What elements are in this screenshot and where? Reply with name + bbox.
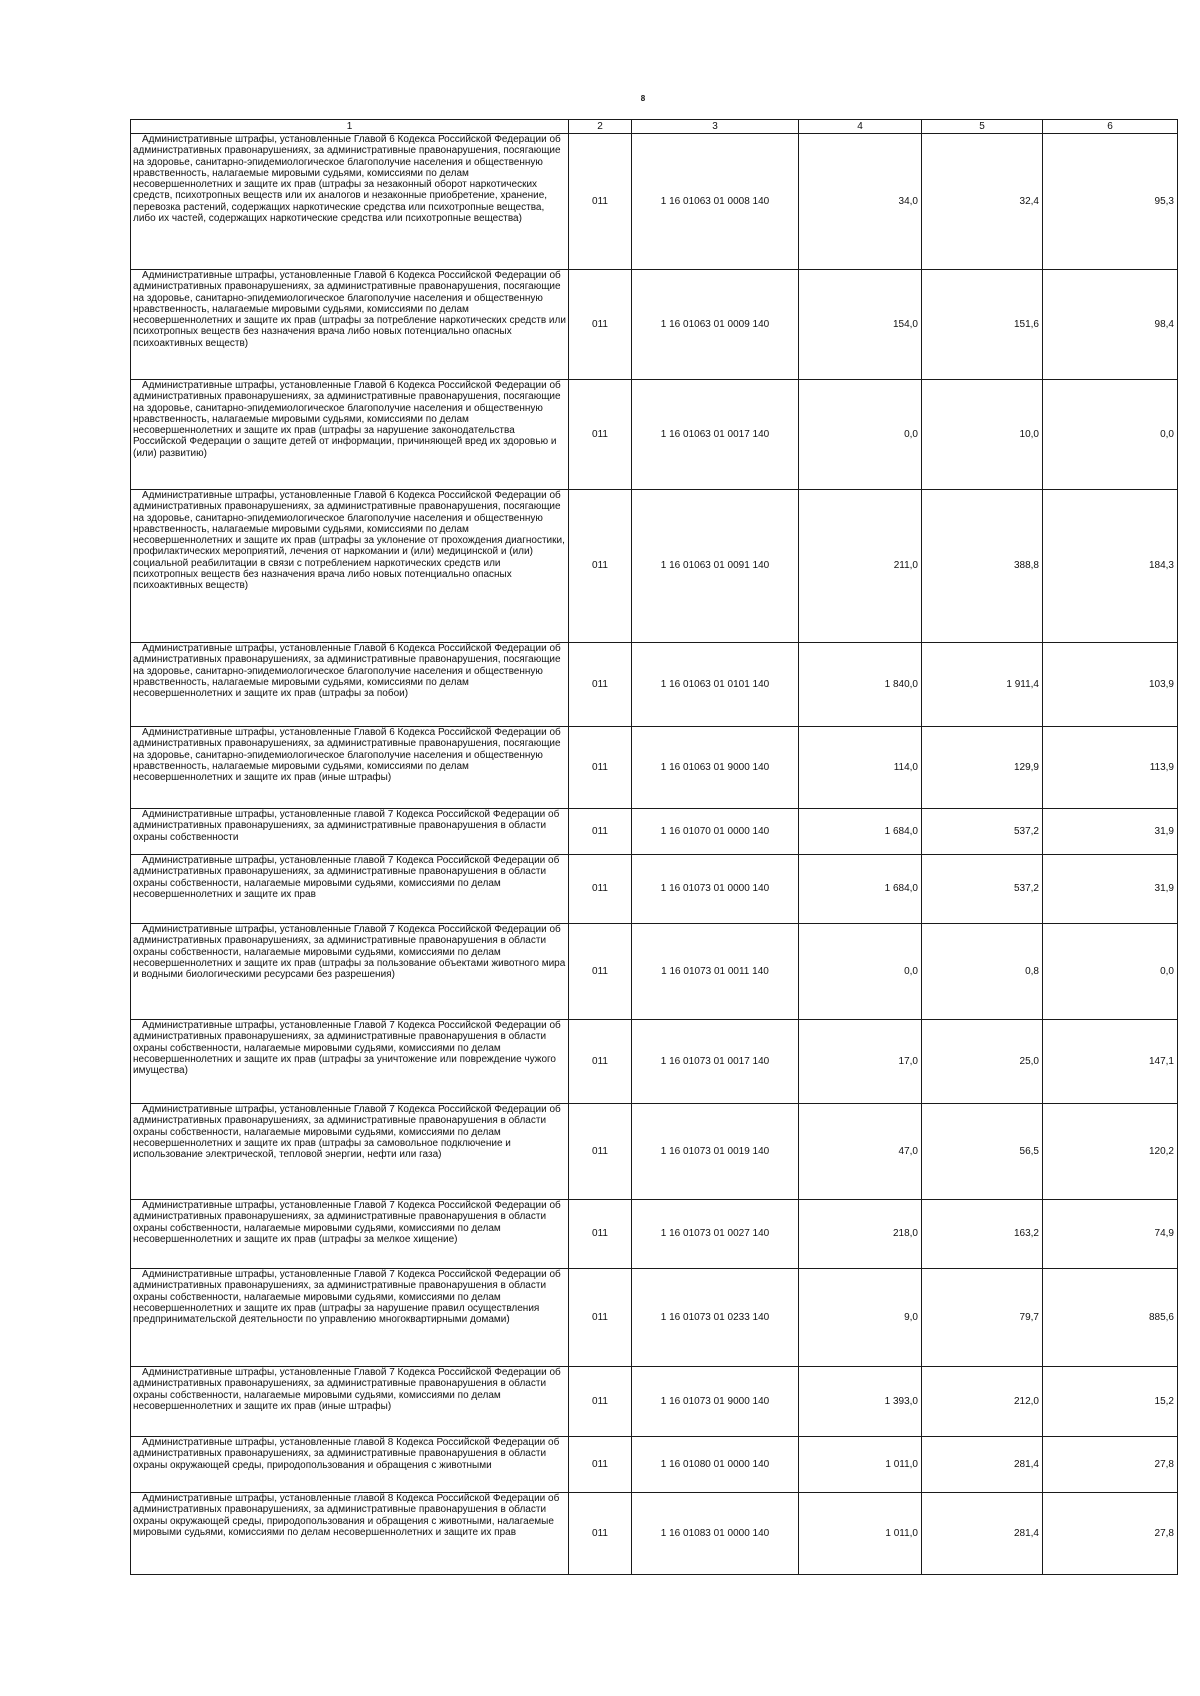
- row-admin-code: 011: [569, 490, 632, 643]
- row-description: Административные штрафы, установленные Главой 7 Кодекса Российской Федерации об административных правонарушениях, за административные правонарушения в области охраны собственности, налагаемые мировыми судьями, комиссиями по делам несовершеннолетних и защите их прав (иные штрафы): [131, 1367, 569, 1437]
- row-budget-code: 1 16 01073 01 0233 140: [632, 1269, 799, 1367]
- row-value-col4: 154,0: [799, 270, 922, 380]
- row-description: Административные штрафы, установленные главой 8 Кодекса Российской Федерации об административных правонарушениях, за административные правонарушения в области охраны окружающей среды, природопользования и обращения с животными: [131, 1437, 569, 1493]
- row-value-col5: 10,0: [922, 380, 1043, 490]
- column-header: 5: [922, 120, 1043, 134]
- row-admin-code: 011: [569, 1104, 632, 1200]
- row-admin-code: 011: [569, 380, 632, 490]
- row-budget-code: 1 16 01073 01 0000 140: [632, 855, 799, 924]
- row-value-col6: 0,0: [1043, 380, 1178, 490]
- table-row: [131, 1367, 1178, 1437]
- row-value-col4: 114,0: [799, 727, 922, 809]
- row-value-col6: 184,3: [1043, 490, 1178, 643]
- table-row: [131, 855, 1178, 924]
- row-value-col6: 31,9: [1043, 809, 1178, 855]
- row-budget-code: 1 16 01073 01 0017 140: [632, 1020, 799, 1104]
- row-value-col5: 281,4: [922, 1493, 1043, 1575]
- row-value-col5: 537,2: [922, 855, 1043, 924]
- table-row: [131, 727, 1178, 809]
- row-budget-code: 1 16 01063 01 0017 140: [632, 380, 799, 490]
- row-value-col5: 0,8: [922, 924, 1043, 1020]
- page-number: 8: [640, 94, 646, 103]
- row-value-col5: 56,5: [922, 1104, 1043, 1200]
- row-value-col4: 1 684,0: [799, 855, 922, 924]
- row-value-col6: 27,8: [1043, 1493, 1178, 1575]
- table-row: [131, 270, 1178, 380]
- table-row: [131, 1200, 1178, 1269]
- row-admin-code: 011: [569, 1437, 632, 1493]
- row-value-col5: 163,2: [922, 1200, 1043, 1269]
- row-description: Административные штрафы, установленные Главой 6 Кодекса Российской Федерации об административных правонарушениях, за административные правонарушения, посягающие на здоровье, санитарно-эпидемиологическое благополучие населения и общественную нравственность, налагаемые мировыми судьями, комиссиями по делам несовершеннолетних и защите их прав (иные штрафы): [131, 727, 569, 809]
- row-budget-code: 1 16 01073 01 0019 140: [632, 1104, 799, 1200]
- table-row: [131, 924, 1178, 1020]
- row-value-col4: 1 393,0: [799, 1367, 922, 1437]
- row-description: Административные штрафы, установленные главой 7 Кодекса Российской Федерации об административных правонарушениях, за административные правонарушения в области охраны собственности: [131, 809, 569, 855]
- row-value-col4: 1 011,0: [799, 1437, 922, 1493]
- row-value-col6: 98,4: [1043, 270, 1178, 380]
- row-value-col5: 281,4: [922, 1437, 1043, 1493]
- table-row: [131, 1437, 1178, 1493]
- row-description: Административные штрафы, установленные главой 7 Кодекса Российской Федерации об административных правонарушениях, за административные правонарушения в области охраны собственности, налагаемые мировыми судьями, комиссиями по делам несовершеннолетних и защите их прав: [131, 855, 569, 924]
- row-budget-code: 1 16 01083 01 0000 140: [632, 1493, 799, 1575]
- table-row: [131, 1269, 1178, 1367]
- row-budget-code: 1 16 01063 01 9000 140: [632, 727, 799, 809]
- table-row: [131, 380, 1178, 490]
- table-row: [131, 490, 1178, 643]
- column-header: 6: [1043, 120, 1178, 134]
- row-budget-code: 1 16 01063 01 0008 140: [632, 134, 799, 270]
- row-admin-code: 011: [569, 1020, 632, 1104]
- row-value-col4: 47,0: [799, 1104, 922, 1200]
- column-header: 3: [632, 120, 799, 134]
- table-row: [131, 1104, 1178, 1200]
- row-value-col5: 388,8: [922, 490, 1043, 643]
- row-value-col4: 9,0: [799, 1269, 922, 1367]
- row-budget-code: 1 16 01070 01 0000 140: [632, 809, 799, 855]
- row-budget-code: 1 16 01063 01 0091 140: [632, 490, 799, 643]
- row-value-col5: 79,7: [922, 1269, 1043, 1367]
- row-description: Административные штрафы, установленные Главой 7 Кодекса Российской Федерации об административных правонарушениях, за административные правонарушения в области охраны собственности, налагаемые мировыми судьями, комиссиями по делам несовершеннолетних и защите их прав (штрафы за мелкое хищение): [131, 1200, 569, 1269]
- row-description: Административные штрафы, установленные Главой 7 Кодекса Российской Федерации об административных правонарушениях, за административные правонарушения в области охраны собственности, налагаемые мировыми судьями, комиссиями по делам несовершеннолетних и защите их прав (штрафы за пользование объектами животного мира и водными биологическими ресурсами без разрешения): [131, 924, 569, 1020]
- column-header: 2: [569, 120, 632, 134]
- row-value-col6: 103,9: [1043, 643, 1178, 727]
- row-admin-code: 011: [569, 809, 632, 855]
- table-row: [131, 1493, 1178, 1575]
- row-value-col5: 25,0: [922, 1020, 1043, 1104]
- row-admin-code: 011: [569, 1493, 632, 1575]
- row-value-col4: 1 684,0: [799, 809, 922, 855]
- row-value-col4: 218,0: [799, 1200, 922, 1269]
- row-description: Административные штрафы, установленные Главой 6 Кодекса Российской Федерации об административных правонарушениях, за административные правонарушения, посягающие на здоровье, санитарно-эпидемиологическое благополучие населения и общественную нравственность, налагаемые мировыми судьями, комиссиями по делам несовершеннолетних и защите их прав (штрафы за потребление наркотических средств или психотропных веществ без назначения врача либо новых потенциально опасных психоактивных веществ): [131, 270, 569, 380]
- row-value-col4: 1 011,0: [799, 1493, 922, 1575]
- row-value-col6: 885,6: [1043, 1269, 1178, 1367]
- row-budget-code: 1 16 01073 01 9000 140: [632, 1367, 799, 1437]
- row-budget-code: 1 16 01073 01 0011 140: [632, 924, 799, 1020]
- row-description: Административные штрафы, установленные Главой 7 Кодекса Российской Федерации об административных правонарушениях, за административные правонарушения в области охраны собственности, налагаемые мировыми судьями, комиссиями по делам несовершеннолетних и защите их прав (штрафы за нарушение правил осуществления предпринимательской деятельности по управлению многоквартирными домами): [131, 1269, 569, 1367]
- row-value-col5: 32,4: [922, 134, 1043, 270]
- row-description: Административные штрафы, установленные Главой 7 Кодекса Российской Федерации об административных правонарушениях, за административные правонарушения в области охраны собственности, налагаемые мировыми судьями, комиссиями по делам несовершеннолетних и защите их прав (штрафы за уничтожение или повреждение чужого имущества): [131, 1020, 569, 1104]
- row-description: Административные штрафы, установленные Главой 6 Кодекса Российской Федерации об административных правонарушениях, за административные правонарушения, посягающие на здоровье, санитарно-эпидемиологическое благополучие населения и общественную нравственность, налагаемые мировыми судьями, комиссиями по делам несовершеннолетних и защите их прав (штрафы за уклонение от прохождения диагностики, профилактических мероприятий, лечения от наркомании и (или) медицинской и (или) социальной реабилитации в связи с потреблением наркотических средств или психотропных веществ без назначения врача либо новых потенциально опасных психоактивных веществ): [131, 490, 569, 643]
- row-budget-code: 1 16 01063 01 0101 140: [632, 643, 799, 727]
- row-value-col5: 212,0: [922, 1367, 1043, 1437]
- row-value-col4: 1 840,0: [799, 643, 922, 727]
- row-admin-code: 011: [569, 270, 632, 380]
- row-admin-code: 011: [569, 1269, 632, 1367]
- row-value-col4: 211,0: [799, 490, 922, 643]
- row-value-col4: 34,0: [799, 134, 922, 270]
- report-table: [130, 119, 1178, 1575]
- row-value-col5: 1 911,4: [922, 643, 1043, 727]
- row-value-col4: 17,0: [799, 1020, 922, 1104]
- row-description: Административные штрафы, установленные Главой 7 Кодекса Российской Федерации об административных правонарушениях, за административные правонарушения в области охраны собственности, налагаемые мировыми судьями, комиссиями по делам несовершеннолетних и защите их прав (штрафы за самовольное подключение и использование электрической, тепловой энергии, нефти или газа): [131, 1104, 569, 1200]
- row-admin-code: 011: [569, 1200, 632, 1269]
- row-description: Административные штрафы, установленные Главой 6 Кодекса Российской Федерации об административных правонарушениях, за административные правонарушения, посягающие на здоровье, санитарно-эпидемиологическое благополучие населения и общественную нравственность, налагаемые мировыми судьями, комиссиями по делам несовершеннолетних и защите их прав (штрафы за незаконный оборот наркотических средств, психотропных веществ или их аналогов и незаконные приобретение, хранение, перевозка растений, содержащих наркотические средства или психотропные вещества, либо их частей, содержащих наркотические средства или психотропные вещества): [131, 134, 569, 270]
- column-header: 1: [131, 120, 569, 134]
- row-value-col4: 0,0: [799, 924, 922, 1020]
- header-row: [131, 120, 1178, 134]
- row-value-col5: 537,2: [922, 809, 1043, 855]
- row-admin-code: 011: [569, 134, 632, 270]
- row-value-col6: 113,9: [1043, 727, 1178, 809]
- row-value-col4: 0,0: [799, 380, 922, 490]
- row-value-col6: 120,2: [1043, 1104, 1178, 1200]
- table-row: [131, 1020, 1178, 1104]
- row-admin-code: 011: [569, 1367, 632, 1437]
- row-value-col6: 27,8: [1043, 1437, 1178, 1493]
- row-value-col6: 15,2: [1043, 1367, 1178, 1437]
- row-value-col6: 31,9: [1043, 855, 1178, 924]
- row-value-col6: 74,9: [1043, 1200, 1178, 1269]
- row-value-col5: 151,6: [922, 270, 1043, 380]
- row-value-col6: 95,3: [1043, 134, 1178, 270]
- row-description: Административные штрафы, установленные Главой 6 Кодекса Российской Федерации об административных правонарушениях, за административные правонарушения, посягающие на здоровье, санитарно-эпидемиологическое благополучие населения и общественную нравственность, налагаемые мировыми судьями, комиссиями по делам несовершеннолетних и защите их прав (штрафы за нарушение законодательства Российской Федерации о защите детей от информации, причиняющей вред их здоровью и (или) развитию): [131, 380, 569, 490]
- row-admin-code: 011: [569, 855, 632, 924]
- row-admin-code: 011: [569, 727, 632, 809]
- row-description: Административные штрафы, установленные главой 8 Кодекса Российской Федерации об административных правонарушениях, за административные правонарушения в области охраны окружающей среды, природопользования и обращения с животными, налагаемые мировыми судьями, комиссиями по делам несовершеннолетних и защите их прав: [131, 1493, 569, 1575]
- row-budget-code: 1 16 01073 01 0027 140: [632, 1200, 799, 1269]
- row-admin-code: 011: [569, 924, 632, 1020]
- row-value-col6: 147,1: [1043, 1020, 1178, 1104]
- row-budget-code: 1 16 01080 01 0000 140: [632, 1437, 799, 1493]
- row-admin-code: 011: [569, 643, 632, 727]
- column-header: 4: [799, 120, 922, 134]
- table-row: [131, 643, 1178, 727]
- table-row: [131, 134, 1178, 270]
- table-row: [131, 809, 1178, 855]
- row-description: Административные штрафы, установленные Главой 6 Кодекса Российской Федерации об административных правонарушениях, за административные правонарушения, посягающие на здоровье, санитарно-эпидемиологическое благополучие населения и общественную нравственность, налагаемые мировыми судьями, комиссиями по делам несовершеннолетних и защите их прав (штрафы за побои): [131, 643, 569, 727]
- row-value-col5: 129,9: [922, 727, 1043, 809]
- row-value-col6: 0,0: [1043, 924, 1178, 1020]
- row-budget-code: 1 16 01063 01 0009 140: [632, 270, 799, 380]
